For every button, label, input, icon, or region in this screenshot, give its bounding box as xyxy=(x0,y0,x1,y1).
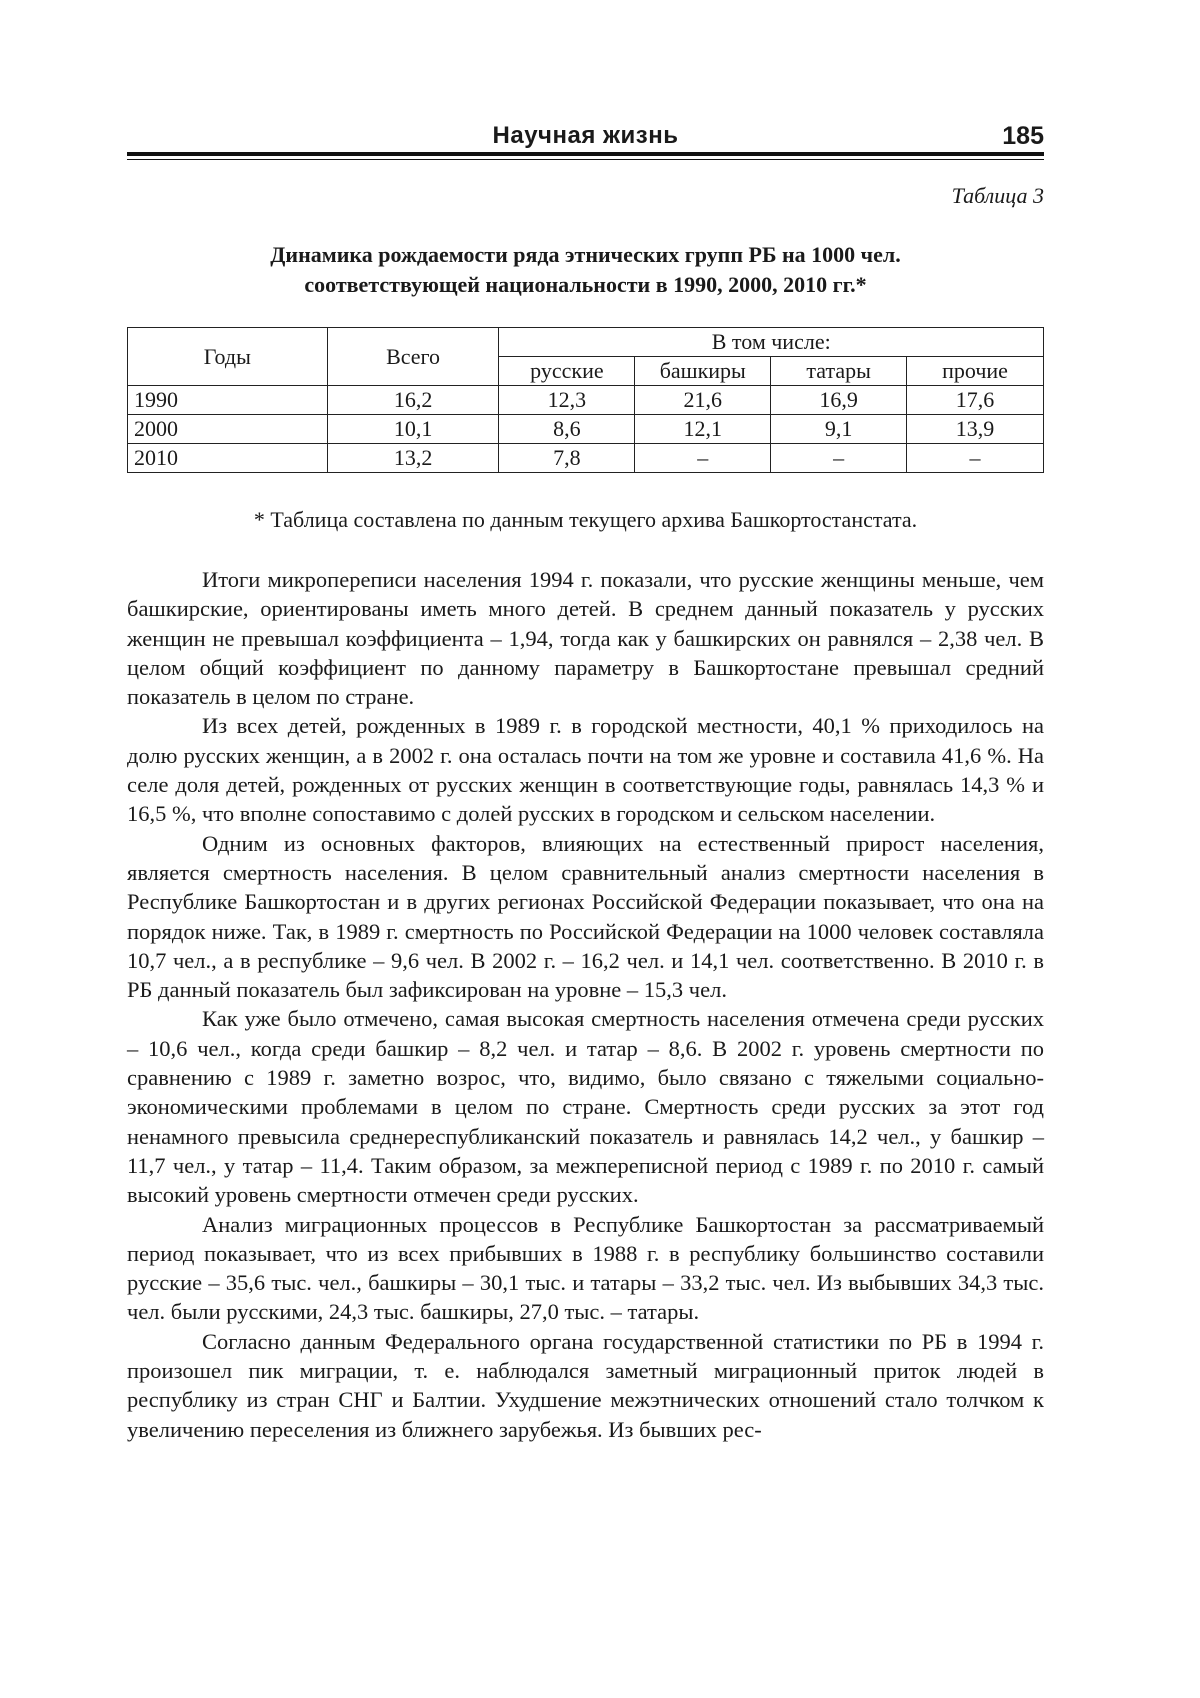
cell-others: 17,6 xyxy=(907,386,1044,415)
cell-tatars: 16,9 xyxy=(771,386,907,415)
paragraph: Одним из основных факторов, влияющих на естественный прирост населения, является смертность населения. В целом сравнительный анализ смертности населения в Республике Башкортостан и в других регионах Российской Федерации показывает, что она на порядок ниже. Так, в 1989 г. смертность по Российской Федерации на 1000 человек составляла 10,7 чел., а в республике – 9,6 чел. В 2002 г. – 16,2 чел. и 14,1 чел. соответственно. В 2010 г. в РБ данный показатель был зафиксирован на уровне – 15,3 чел. xyxy=(127,830,1044,1003)
header-rule-thin xyxy=(127,159,1044,160)
cell-tatars: – xyxy=(771,444,907,473)
cell-year: 2000 xyxy=(128,415,328,444)
cell-total: 13,2 xyxy=(327,444,499,473)
table-title-line-2: соответствующей национальности в 1990, 2000, 2010 гг.* xyxy=(304,272,867,297)
header-russians: русские xyxy=(499,357,635,386)
paragraph: Согласно данным Федерального органа государственной статистики по РБ в 1994 г. произошел пик миграции, т. е. наблюдался заметный миграционный приток людей в республику из стран СНГ и Балтии. Ухудшение межэтнических отношений стало толчком к увеличению переселения из ближнего зарубежья. Из бывших рес- xyxy=(127,1328,1044,1442)
paragraph: Анализ миграционных процессов в Республике Башкортостан за рассматриваемый период показывает, что из всех прибывших в 1988 г. в республику большинство составили русские – 35,6 тыс. чел., башкиры – 30,1 тыс. и татары – 33,2 тыс. чел. Из выбывших 34,3 тыс. чел. были русскими, 24,3 тыс. башкиры, 27,0 тыс. – татары. xyxy=(127,1211,1044,1325)
cell-total: 10,1 xyxy=(327,415,499,444)
cell-others: 13,9 xyxy=(907,415,1044,444)
journal-section-title: Научная жизнь xyxy=(492,122,679,149)
header-years: Годы xyxy=(128,328,328,386)
cell-year: 1990 xyxy=(128,386,328,415)
page-number: 185 xyxy=(1002,122,1044,150)
header-tatars: татары xyxy=(771,357,907,386)
header-others: прочие xyxy=(907,357,1044,386)
table-footnote: * Таблица составлена по данным текущего архива Башкортостанстата. xyxy=(253,507,918,532)
table-row xyxy=(128,386,1044,415)
article-body xyxy=(127,565,1044,1444)
header-bashkirs: башкиры xyxy=(635,357,771,386)
cell-total: 16,2 xyxy=(327,386,499,415)
cell-bashkirs: 21,6 xyxy=(635,386,771,415)
cell-others: – xyxy=(907,444,1044,473)
paragraph: Как уже было отмечено, самая высокая смертность населения отмечена среди русских – 10,6 чел., когда среди башкир – 8,2 чел. и татар – 8,6. В 2002 г. уровень смертности по сравнению с 1989 г. заметно возрос, что, видимо, было связано с тяжелыми социально-экономическими проблемами в целом по стране. Смертность среди русских за этот год ненамного превысила среднереспубликанский показатель и равнялась 14,2 чел., у башкир – 11,7 чел., у татар – 11,4. Таким образом, за межпереписной период с 1989 г. по 2010 г. самый высокий уровень смертности отмечен среди русских. xyxy=(127,1006,1044,1208)
cell-year: 2010 xyxy=(128,444,328,473)
table-row xyxy=(128,415,1044,444)
table-header-row xyxy=(128,328,1044,357)
paragraph: Из всех детей, рожденных в 1989 г. в городской местности, 40,1 % приходилось на долю русских женщин, а в 2002 г. она осталась почти на том же уровне и составила 41,6 %. На селе доля детей, рожденных от русских женщин в соответствующие годы, равнялась 14,3 % и 16,5 %, что вполне сопоставимо с долей русских в городском и сельском населении. xyxy=(127,713,1044,827)
table-row xyxy=(128,444,1044,473)
cell-russians: 12,3 xyxy=(499,386,635,415)
running-header xyxy=(127,122,1044,150)
cell-bashkirs: – xyxy=(635,444,771,473)
cell-tatars: 9,1 xyxy=(771,415,907,444)
header-rule-thick xyxy=(127,152,1044,156)
cell-russians: 8,6 xyxy=(499,415,635,444)
table-label: Таблица 3 xyxy=(951,183,1044,208)
header-total: Всего xyxy=(327,328,499,386)
cell-russians: 7,8 xyxy=(499,444,635,473)
table-title xyxy=(127,240,1044,300)
table-title-line-1: Динамика рождаемости ряда этнических групп РБ на 1000 чел. xyxy=(270,242,901,267)
birth-rate-table xyxy=(127,327,1044,473)
paragraph: Итоги микропереписи населения 1994 г. показали, что русские женщины меньше, чем башкирские, ориентированы иметь много детей. В среднем данный показатель у русских женщин не превышал коэффициента – 1,94, тогда как у башкирских он равнялся – 2,38 чел. В целом общий коэффициент по данному параметру в Башкортостане превышал средний показатель в целом по стране. xyxy=(127,567,1044,710)
header-including: В том числе: xyxy=(499,328,1044,357)
cell-bashkirs: 12,1 xyxy=(635,415,771,444)
